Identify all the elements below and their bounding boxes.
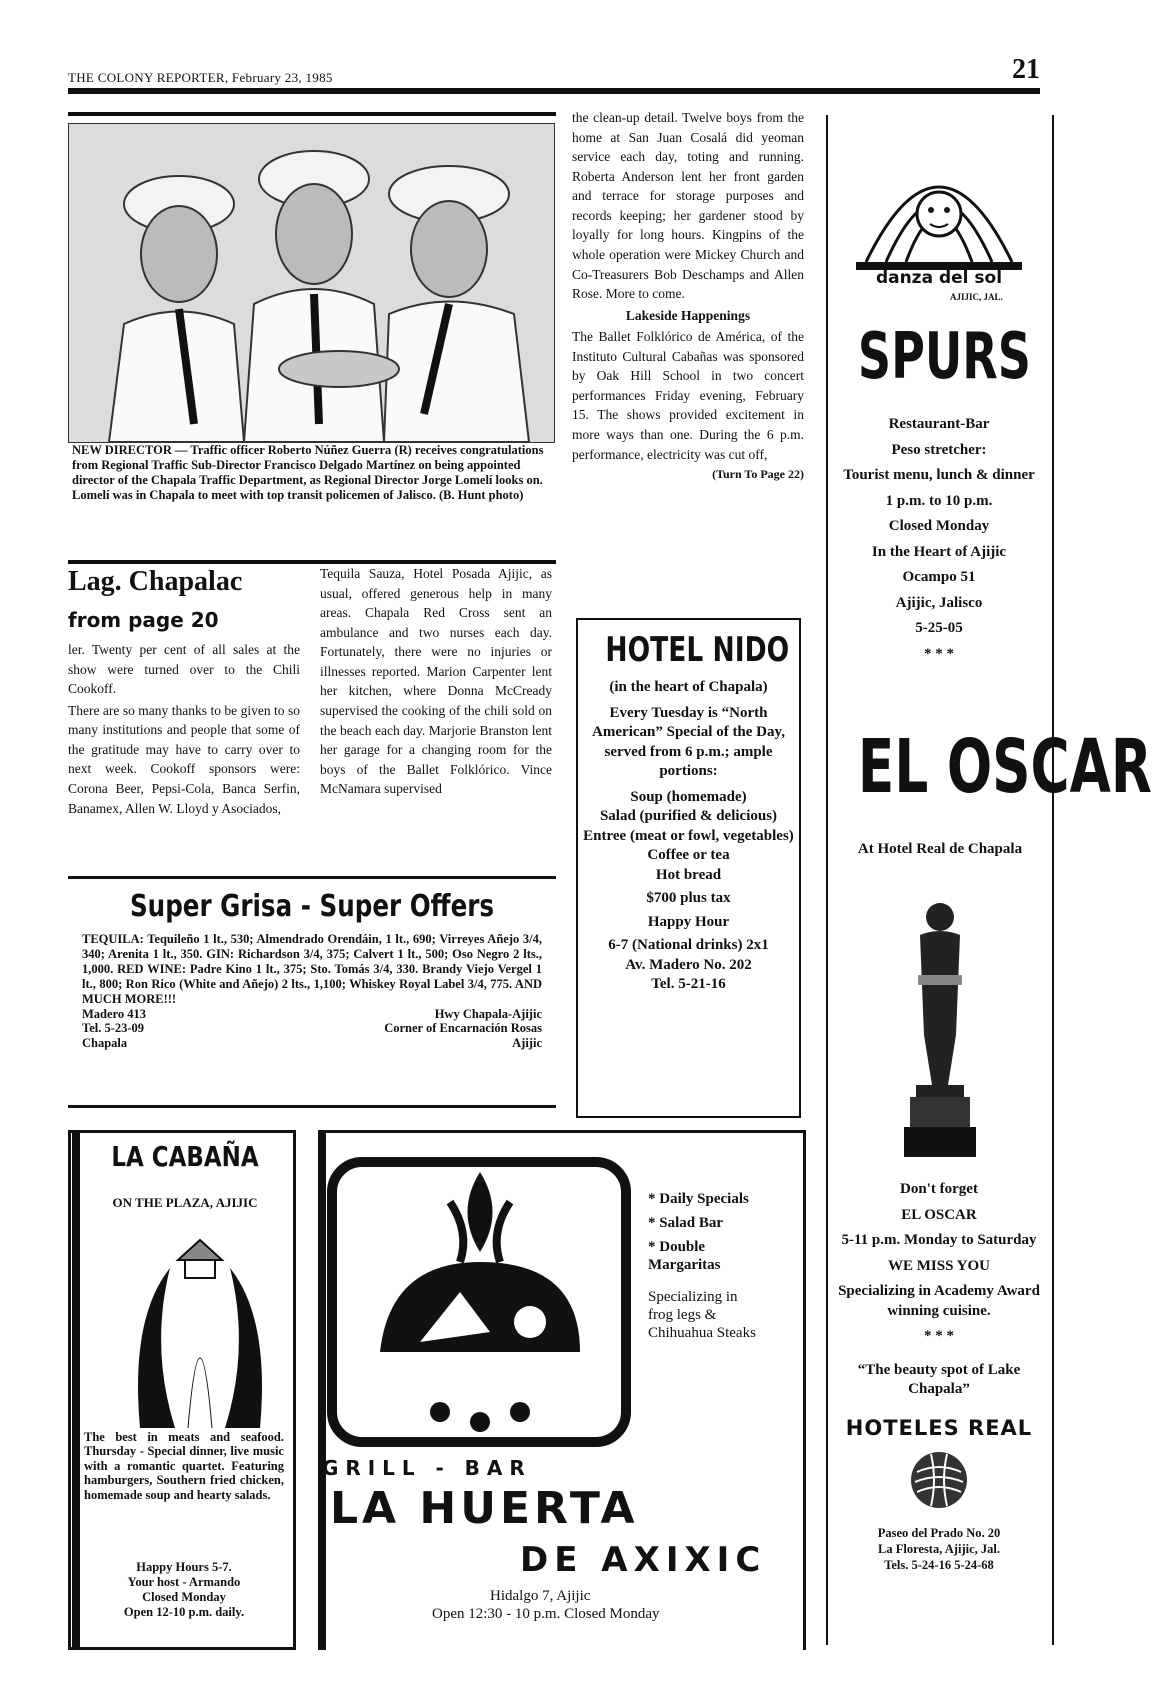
ad-line: Peso stretcher: <box>891 441 987 458</box>
ad-body: The best in meats and seafood. Thursday - Special dinner, live music with a romantic quartet. Featuring hamburgers, Southern fried chicken, homemade soup and hearty salads. <box>84 1430 284 1502</box>
ad-line: 5-25-05 <box>915 620 963 636</box>
ad-line: Av. Madero No. 202 <box>625 956 752 973</box>
ad-line: (in the heart of Chapala) <box>609 679 768 695</box>
ad-line: EL OSCAR <box>901 1206 977 1223</box>
address-line: Ajijic <box>512 1035 542 1050</box>
address-line: Tel. 5-23-09 <box>82 1021 145 1036</box>
article-right <box>572 108 804 486</box>
ad-title: Super Grisa - Super Offers <box>129 889 495 924</box>
ad-line: Closed Monday <box>888 518 990 534</box>
ad-border-thick <box>72 1130 80 1650</box>
ad-subtitle: ON THE PLAZA, AJIJIC <box>112 1195 258 1210</box>
feature-item: * Salad Bar <box>648 1215 724 1231</box>
hut-palm-icon <box>130 1228 270 1428</box>
ad-line: Specializing in Academy Award winning cuisine. <box>838 1283 1040 1319</box>
ad-hours: Open 12:30 - 10 p.m. Closed Monday <box>432 1606 660 1622</box>
ad-border <box>803 1130 806 1650</box>
address-line: Corner of Encarnación Rosas <box>384 1021 542 1036</box>
article-column-1 <box>68 640 300 820</box>
page-header <box>68 54 1040 94</box>
address-line: La Floresta, Ajijic, Jal. <box>878 1541 1000 1556</box>
ad-line: Salad (purified & delicious) <box>599 808 778 824</box>
logo-text: danza del sol <box>875 268 1003 288</box>
logo-subtext: AJIJIC, JAL. <box>950 292 1003 302</box>
ad-line: Tourist menu, lunch & dinner <box>843 467 1035 483</box>
ad-line: $700 plus tax <box>646 890 731 906</box>
ad-line: 5-11 p.m. Monday to Saturday <box>841 1232 1037 1248</box>
ad-line: WE MISS YOU <box>888 1257 990 1274</box>
ad-line: Soup (homemade) <box>630 788 747 805</box>
address-line: Tels. 5-24-16 5-24-68 <box>884 1558 994 1572</box>
ad-border-thick <box>318 1130 326 1650</box>
address-left <box>82 1007 146 1050</box>
ad-title: LA HUERTA <box>330 1483 639 1534</box>
news-photo <box>68 123 555 443</box>
continued-note: (Turn To Page 22) <box>712 467 804 482</box>
paragraph: the clean-up detail. Twelve boys from the home at San Juan Cosalá did yeoman service each day, toting and running. Roberta Anderson lent her front garden and terrace for storage purposes and records keeping; her gardener stood by loyally for long hours. Kingpins of the whole operation were Mickey Church and Co-Treasurers Bob Deschamps and Allen Rose. More to come. <box>572 110 804 302</box>
address-line: Madero 413 <box>82 1007 146 1021</box>
ad-title: HOTEL NIDO <box>605 630 790 670</box>
globe-logo-icon <box>907 1448 971 1512</box>
article-title: Lag. Chapalac <box>68 566 243 597</box>
publication-line: THE COLONY REPORTER, February 23, 1985 <box>68 70 333 85</box>
paragraph: The Ballet Folklórico de América, of the Instituto Cultural Cabañas was sponsored by Oak Hill School in two concert performances Friday evening, February 15. The shows provided excitement in more ways than one. During the 6 p.m. performance, electricity was cut off, <box>572 329 804 462</box>
ad-spurs-title: SPURS <box>857 320 1031 394</box>
divider <box>68 112 556 116</box>
huerta-logo <box>330 1152 628 1454</box>
feature-special: Specializing in frog legs & Chihuahua Steaks <box>648 1289 756 1341</box>
officers-photo-illustration <box>69 124 554 442</box>
ad-huerta-features <box>648 1190 766 1348</box>
ad-body: TEQUILA: Tequileño 1 lt., 530; Almendrado Orendáin, 1 lt., 690; Virreyes Añejo 3/4, 340; Arenita 1 lt., 350. GIN: Richardson 3/4, 375; Calvert 1 lt., 500; Oso Negro 2 lts., 1,000. RED WINE: Padre Kino 1 lt., 375; Sto. Tomás 3/4, 330. Brandy Viejo Vergel 1 lt., 800; Ron Rico (White and Añejo) 2 lts., 1,100; Whiskey Royal Label 3/4, 775. AND MUCH MORE!!! <box>82 932 542 1006</box>
ad-line: Hot bread <box>655 866 722 883</box>
ad-super-grisa <box>68 876 556 1108</box>
ad-oscar-details <box>832 1180 1046 1573</box>
address-line: Hwy Chapala-Ajijic <box>434 1007 542 1021</box>
ad-line: Tel. 5-21-16 <box>651 976 726 992</box>
oscar-statuette-icon <box>890 895 990 1165</box>
ad-line: Happy Hours 5-7. <box>136 1560 232 1574</box>
ad-line: Entree (meat or fowl, vegetables) <box>583 827 794 844</box>
hotel-logo <box>832 1448 1046 1517</box>
ad-oscar-subtitle: At Hotel Real de Chapala <box>857 841 1023 857</box>
ad-hours <box>84 1560 284 1620</box>
ad-line: Restaurant-Bar <box>888 416 990 432</box>
ad-line: Coffee or tea <box>647 847 730 863</box>
hotel-name: HOTELES REAL <box>845 1415 1033 1440</box>
huerta-fruit-icon <box>330 1152 628 1454</box>
feature-item: * Daily Specials <box>648 1191 749 1207</box>
ad-border <box>318 1130 803 1133</box>
ad-quote: “The beauty spot of Lake Chapala” <box>857 1361 1021 1397</box>
ad-line: Ocampo 51 <box>902 569 976 585</box>
ad-title-2: DE AXIXIC <box>520 1540 767 1580</box>
subhead: Lakeside Happenings <box>625 307 751 323</box>
photo-caption: NEW DIRECTOR — Traffic officer Roberto Núñez Guerra (R) receives congratulations from Regional Traffic Sub-Director Francisco Delgado Martínez on being appointed director of the Chapala Traffic Department, as Regional Director Jorge Lomelí looks on. Lomelí was in Chapala to meet with top transit policemen of Jalisco. (B. Hunt photo) <box>72 443 544 502</box>
oscar-statuette <box>890 895 990 1165</box>
feature-item: * Double Margaritas <box>648 1239 721 1273</box>
ad-line: Your host - Armando <box>127 1575 241 1589</box>
ad-line: 1 p.m. to 10 p.m. <box>885 492 993 509</box>
paragraph: ler. Twenty per cent of all sales at the show were turned over to the Chili Cookoff. <box>68 642 300 697</box>
page-number: 21 <box>1012 54 1040 85</box>
paragraph: Tequila Sauza, Hotel Posada Ajijic, as usual, offered generous help in many areas. Chapala Red Cross sent an ambulance and two nurses each day. Fortunately, there were no injuries or illnesses reported. Marion Carpenter lent her kitchen, where Donna McCready supervised the cooking of the chili sold on the beach each day. Marjorie Branston lent her garage for a changing room for the boys of the Ballet Folklórico. Vince McNamara supervised <box>320 566 552 797</box>
article-column-2 <box>320 564 552 801</box>
ad-hotel-nido <box>576 618 801 1118</box>
ad-spurs-details <box>832 415 1046 664</box>
address-right <box>384 1007 542 1050</box>
ad-grill: G R I L L - B A R <box>322 1456 525 1480</box>
ad-line: Ajijic, Jalisco <box>895 594 983 611</box>
article-continued: from page 20 <box>68 608 219 632</box>
ad-line: Every Tuesday is “North American” Special of the Day, served from 6 p.m.; ample portions: <box>592 704 785 779</box>
cabana-illustration <box>130 1228 270 1428</box>
ad-line: 6-7 (National drinks) 2x1 <box>608 937 769 953</box>
ad-line: Happy Hour <box>647 913 730 930</box>
ad-address: Hidalgo 7, Ajijic <box>490 1588 591 1604</box>
ad-line: Don't forget <box>900 1181 978 1197</box>
ad-oscar-title: EL OSCAR <box>857 724 1152 810</box>
ad-line: In the Heart of Ajijic <box>871 543 1007 560</box>
separator-stars: * * * <box>924 1328 954 1344</box>
ad-title: LA CABAÑA <box>111 1140 259 1173</box>
paragraph: There are so many thanks to be given to so many institutions and people that some of the gratitude may have to carry over to next week. Cookoff sponsors were: Corona Beer, Pepsi-Cola, Banca Serfin, Banamex, Allen W. Lloyd y Asociados, <box>68 702 300 816</box>
separator-stars: * * * <box>924 645 954 662</box>
ad-address <box>832 1525 1046 1574</box>
address-line: Paseo del Prado No. 20 <box>877 1525 1001 1540</box>
ad-line: Open 12-10 p.m. daily. <box>123 1605 245 1619</box>
address-line: Chapala <box>82 1035 128 1050</box>
ad-line: Closed Monday <box>142 1590 226 1604</box>
